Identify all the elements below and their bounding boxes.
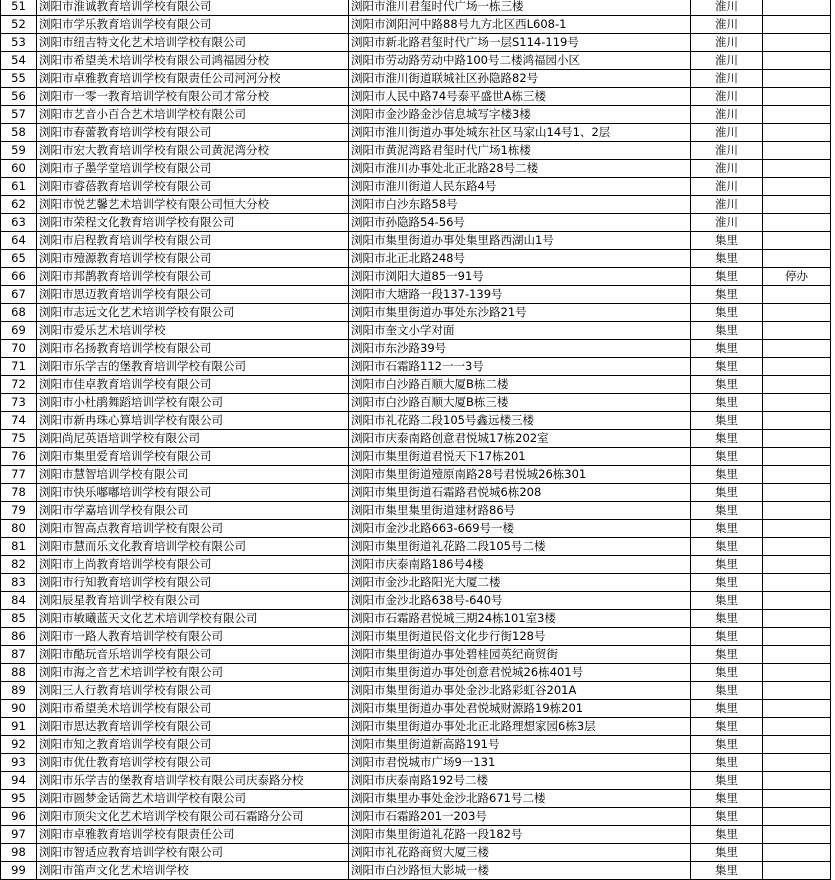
- school-address-cell: 浏阳市集里街道民俗文化步行街128号: [349, 628, 691, 646]
- status-note-cell: [763, 394, 831, 412]
- school-address-cell: 浏阳市孙隐路54-56号: [349, 214, 691, 232]
- school-name-cell: 浏阳市敏曦蓝天文化艺术培训学校有限公司: [37, 610, 349, 628]
- table-row: [1, 214, 831, 232]
- district-cell: 集里: [691, 700, 763, 718]
- district-cell: 集里: [691, 394, 763, 412]
- school-name-cell: 浏阳市思迈教育培训学校有限公司: [37, 286, 349, 304]
- school-name-cell: 浏阳市悦艺馨艺术培训学校有限公司恒大分校: [37, 196, 349, 214]
- status-note-cell: [763, 844, 831, 862]
- row-number-cell: 81: [1, 538, 37, 556]
- row-number-cell: 60: [1, 160, 37, 178]
- school-address-cell: 浏阳市集里街道礼花路二段105号二楼: [349, 538, 691, 556]
- table-row: [1, 682, 831, 700]
- status-note-cell: [763, 466, 831, 484]
- row-number-cell: 89: [1, 682, 37, 700]
- table-row: [1, 664, 831, 682]
- school-name-cell: 浏阳市纽吉特文化艺术培训学校有限公司: [37, 34, 349, 52]
- status-note-cell: [763, 772, 831, 790]
- school-name-cell: 浏阳市淮诚教育培训学校有限公司: [37, 0, 349, 16]
- district-cell: 集里: [691, 448, 763, 466]
- row-number-cell: 53: [1, 34, 37, 52]
- row-number-cell: 98: [1, 844, 37, 862]
- school-address-cell: 浏阳市金沙北路阳光大厦二楼: [349, 574, 691, 592]
- status-note-cell: [763, 664, 831, 682]
- table-row: [1, 862, 831, 880]
- school-address-cell: 浏阳市集里集里街道建材路86号: [349, 502, 691, 520]
- school-name-cell: 浏阳市睿蓓教育培训学校有限公司: [37, 178, 349, 196]
- district-cell: 淮川: [691, 16, 763, 34]
- row-number-cell: 79: [1, 502, 37, 520]
- district-cell: 集里: [691, 520, 763, 538]
- school-name-cell: 浏阳市子墨学堂培训学校有限公司: [37, 160, 349, 178]
- district-cell: 集里: [691, 754, 763, 772]
- row-number-cell: 87: [1, 646, 37, 664]
- school-address-cell: 浏阳市礼花路二段105号鑫远楼三楼: [349, 412, 691, 430]
- school-name-cell: 浏阳市圆梦金话筒艺术培训学校有限公司: [37, 790, 349, 808]
- school-name-cell: 浏阳市思达教育培训学校有限公司: [37, 718, 349, 736]
- status-note-cell: [763, 592, 831, 610]
- school-address-cell: 浏阳市君悦城市广场9一131: [349, 754, 691, 772]
- status-note-cell: [763, 556, 831, 574]
- school-name-cell: 浏阳辰星教育培训学校有限公司: [37, 592, 349, 610]
- table-row: [1, 592, 831, 610]
- district-cell: 集里: [691, 790, 763, 808]
- school-name-cell: 浏阳市行知教育培训学校有限公司: [37, 574, 349, 592]
- table-row: [1, 0, 831, 16]
- row-number-cell: 67: [1, 286, 37, 304]
- row-number-cell: 52: [1, 16, 37, 34]
- status-note-cell: [763, 106, 831, 124]
- row-number-cell: 88: [1, 664, 37, 682]
- table-row: [1, 772, 831, 790]
- school-address-cell: 浏阳市礼花路商贸大厦三楼: [349, 844, 691, 862]
- school-name-cell: 浏阳市殪源教育培训学校有限公司: [37, 250, 349, 268]
- district-cell: 集里: [691, 664, 763, 682]
- table-row: [1, 52, 831, 70]
- school-address-cell: 浏阳市集里街道君悦天下17栋201: [349, 448, 691, 466]
- district-cell: 集里: [691, 592, 763, 610]
- table-row: [1, 574, 831, 592]
- table-row: [1, 790, 831, 808]
- district-cell: 集里: [691, 268, 763, 286]
- table-row: [1, 520, 831, 538]
- school-address-cell: 浏阳市集里办事处金沙北路671号二楼: [349, 790, 691, 808]
- row-number-cell: 70: [1, 340, 37, 358]
- table-row: [1, 808, 831, 826]
- table-row: [1, 466, 831, 484]
- row-number-cell: 95: [1, 790, 37, 808]
- district-cell: 集里: [691, 430, 763, 448]
- district-cell: 淮川: [691, 214, 763, 232]
- table-row: [1, 268, 831, 286]
- status-note-cell: [763, 34, 831, 52]
- status-note-cell: 停办: [763, 268, 831, 286]
- row-number-cell: 82: [1, 556, 37, 574]
- school-name-cell: 浏阳市乐学吉的堡教育培训学校有限公司庆泰路分校: [37, 772, 349, 790]
- table-row: [1, 304, 831, 322]
- table-row: [1, 826, 831, 844]
- row-number-cell: 75: [1, 430, 37, 448]
- district-cell: 集里: [691, 484, 763, 502]
- status-note-cell: [763, 232, 831, 250]
- school-name-cell: 浏阳市优仕教育培训学校有限公司: [37, 754, 349, 772]
- row-number-cell: 97: [1, 826, 37, 844]
- table-body: [1, 0, 831, 880]
- status-note-cell: [763, 142, 831, 160]
- school-name-cell: 浏阳市笛声文化艺术培训学校: [37, 862, 349, 880]
- status-note-cell: [763, 376, 831, 394]
- row-number-cell: 76: [1, 448, 37, 466]
- school-name-cell: 浏阳市智高点教育培训学校有限公司: [37, 520, 349, 538]
- district-cell: 集里: [691, 322, 763, 340]
- district-cell: 集里: [691, 610, 763, 628]
- status-note-cell: [763, 250, 831, 268]
- school-name-cell: 浏阳市新冉珠心算培训学校有限公司: [37, 412, 349, 430]
- school-name-cell: 浏阳市爱乐艺术培训学校: [37, 322, 349, 340]
- status-note-cell: [763, 646, 831, 664]
- table-row: [1, 34, 831, 52]
- table-row: [1, 70, 831, 88]
- school-address-cell: 浏阳市人民中路74号泰平盛世A栋三楼: [349, 88, 691, 106]
- district-cell: 淮川: [691, 142, 763, 160]
- row-number-cell: 56: [1, 88, 37, 106]
- status-note-cell: [763, 430, 831, 448]
- row-number-cell: 92: [1, 736, 37, 754]
- district-cell: 淮川: [691, 178, 763, 196]
- district-cell: 集里: [691, 466, 763, 484]
- school-address-cell: 浏阳市淮川街道联城社区孙隐路82号: [349, 70, 691, 88]
- status-note-cell: [763, 322, 831, 340]
- school-name-cell: 浏阳市智适应教育培训学校有限公司: [37, 844, 349, 862]
- row-number-cell: 77: [1, 466, 37, 484]
- district-cell: 集里: [691, 844, 763, 862]
- school-name-cell: 浏阳市卓雅教育培训学校有限责任公司: [37, 826, 349, 844]
- school-name-cell: 浏阳市荣程文化教育培训学校有限公司: [37, 214, 349, 232]
- table-row: [1, 430, 831, 448]
- status-note-cell: [763, 88, 831, 106]
- table-row: [1, 610, 831, 628]
- district-cell: 淮川: [691, 106, 763, 124]
- status-note-cell: [763, 412, 831, 430]
- district-cell: 集里: [691, 286, 763, 304]
- status-note-cell: [763, 682, 831, 700]
- school-address-cell: 浏阳市金沙北路663-669号一楼: [349, 520, 691, 538]
- row-number-cell: 91: [1, 718, 37, 736]
- row-number-cell: 63: [1, 214, 37, 232]
- district-cell: 集里: [691, 250, 763, 268]
- district-cell: 集里: [691, 376, 763, 394]
- table-row: [1, 250, 831, 268]
- school-address-cell: 浏阳市庆泰南路192号二楼: [349, 772, 691, 790]
- status-note-cell: [763, 124, 831, 142]
- table-row: [1, 754, 831, 772]
- school-address-cell: 浏阳市集里街道殪原南路28号君悦城26栋301: [349, 466, 691, 484]
- status-note-cell: [763, 286, 831, 304]
- school-address-cell: 浏阳市石霜路君悦城三期24栋101室3楼: [349, 610, 691, 628]
- school-address-cell: 浏阳市新北路君玺时代广场一层S114-119号: [349, 34, 691, 52]
- school-address-cell: 浏阳市金沙北路638号-640号: [349, 592, 691, 610]
- school-name-cell: 浏阳市一路人教育培训学校有限公司: [37, 628, 349, 646]
- school-name-cell: 浏阳市一零一教育培训学校有限公司才常分校: [37, 88, 349, 106]
- school-name-cell: 浏阳市艺音小百合艺术培训学校有限公司: [37, 106, 349, 124]
- school-name-cell: 浏阳市希望美术培训学校有限公司: [37, 700, 349, 718]
- table-row: [1, 196, 831, 214]
- school-address-cell: 浏阳市白沙路百顺大厦B栋二楼: [349, 376, 691, 394]
- school-address-cell: 浏阳市庆泰南路创意君悦城17栋202室: [349, 430, 691, 448]
- school-name-cell: 浏阳市邦鹊教育培训学校有限公司: [37, 268, 349, 286]
- status-note-cell: [763, 610, 831, 628]
- table-row: [1, 160, 831, 178]
- school-name-cell: 浏阳市名扬教育培训学校有限公司: [37, 340, 349, 358]
- row-number-cell: 78: [1, 484, 37, 502]
- district-cell: 集里: [691, 718, 763, 736]
- school-address-cell: 浏阳市淮川街道办事处城东社区马家山14号1、2层: [349, 124, 691, 142]
- status-note-cell: [763, 628, 831, 646]
- table-row: [1, 502, 831, 520]
- table-row: [1, 16, 831, 34]
- district-cell: 集里: [691, 826, 763, 844]
- table-row: [1, 556, 831, 574]
- table-row: [1, 322, 831, 340]
- row-number-cell: 96: [1, 808, 37, 826]
- status-note-cell: [763, 70, 831, 88]
- status-note-cell: [763, 790, 831, 808]
- school-name-cell: 浏阳市佳卓教育培训学校有限公司: [37, 376, 349, 394]
- row-number-cell: 55: [1, 70, 37, 88]
- table-row: [1, 106, 831, 124]
- school-name-cell: 浏阳市志远文化艺术培训学校有限公司: [37, 304, 349, 322]
- school-address-cell: 浏阳市金沙路金沙信息城写字楼3楼: [349, 106, 691, 124]
- row-number-cell: 57: [1, 106, 37, 124]
- school-name-cell: 浏阳市上尚教育培训学校有限公司: [37, 556, 349, 574]
- district-cell: 集里: [691, 646, 763, 664]
- table-row: [1, 718, 831, 736]
- school-name-cell: 浏阳市希望美术培训学校有限公司鸿福园分校: [37, 52, 349, 70]
- school-address-cell: 浏阳市白沙东路58号: [349, 196, 691, 214]
- district-cell: 集里: [691, 862, 763, 880]
- status-note-cell: [763, 304, 831, 322]
- district-cell: 淮川: [691, 52, 763, 70]
- status-note-cell: [763, 52, 831, 70]
- school-name-cell: 浏阳三人行教育培训学校有限公司: [37, 682, 349, 700]
- school-name-cell: 浏阳市集里爱育培训学校有限公司: [37, 448, 349, 466]
- status-note-cell: [763, 214, 831, 232]
- table-row: [1, 844, 831, 862]
- status-note-cell: [763, 340, 831, 358]
- district-cell: 淮川: [691, 34, 763, 52]
- district-cell: 集里: [691, 682, 763, 700]
- school-address-cell: 浏阳市集里街道新高路191号: [349, 736, 691, 754]
- row-number-cell: 68: [1, 304, 37, 322]
- school-address-cell: 浏阳市黄泥湾路君玺时代广场1栋楼: [349, 142, 691, 160]
- row-number-cell: 84: [1, 592, 37, 610]
- district-cell: 淮川: [691, 0, 763, 16]
- row-number-cell: 54: [1, 52, 37, 70]
- district-cell: 集里: [691, 340, 763, 358]
- table-row: [1, 232, 831, 250]
- row-number-cell: 64: [1, 232, 37, 250]
- row-number-cell: 83: [1, 574, 37, 592]
- school-address-cell: 浏阳市大塘路一段137-139号: [349, 286, 691, 304]
- status-note-cell: [763, 448, 831, 466]
- district-cell: 集里: [691, 304, 763, 322]
- status-note-cell: [763, 196, 831, 214]
- row-number-cell: 71: [1, 358, 37, 376]
- district-cell: 集里: [691, 736, 763, 754]
- table-row: [1, 340, 831, 358]
- row-number-cell: 65: [1, 250, 37, 268]
- school-address-cell: 浏阳市集里街道办事处东沙路21号: [349, 304, 691, 322]
- status-note-cell: [763, 700, 831, 718]
- row-number-cell: 61: [1, 178, 37, 196]
- status-note-cell: [763, 826, 831, 844]
- school-name-cell: 浏阳市快乐嘟嘟培训学校有限公司: [37, 484, 349, 502]
- district-cell: 淮川: [691, 70, 763, 88]
- status-note-cell: [763, 178, 831, 196]
- row-number-cell: 74: [1, 412, 37, 430]
- table-row: [1, 700, 831, 718]
- school-address-cell: 浏阳市浏阳河中路88号九方北区西L608-1: [349, 16, 691, 34]
- school-address-cell: 浏阳市集里街道办事处君悦城财源路19栋201: [349, 700, 691, 718]
- status-note-cell: [763, 736, 831, 754]
- school-name-cell: 浏阳市海之音艺术培训学校有限公司: [37, 664, 349, 682]
- district-cell: 淮川: [691, 160, 763, 178]
- school-address-cell: 浏阳市庆泰南路186号4楼: [349, 556, 691, 574]
- status-note-cell: [763, 16, 831, 34]
- row-number-cell: 90: [1, 700, 37, 718]
- row-number-cell: 66: [1, 268, 37, 286]
- table-row: [1, 178, 831, 196]
- status-note-cell: [763, 538, 831, 556]
- school-address-cell: 浏阳市集里街道办事处北正北路理想家园6栋3层: [349, 718, 691, 736]
- row-number-cell: 69: [1, 322, 37, 340]
- table-row: [1, 88, 831, 106]
- row-number-cell: 80: [1, 520, 37, 538]
- school-name-cell: 浏阳市学嘉培训学校有限公司: [37, 502, 349, 520]
- table-row: [1, 628, 831, 646]
- school-address-cell: 浏阳市北正北路248号: [349, 250, 691, 268]
- district-cell: 集里: [691, 538, 763, 556]
- school-address-cell: 浏阳市石霜路201一203号: [349, 808, 691, 826]
- row-number-cell: 62: [1, 196, 37, 214]
- table-row: [1, 124, 831, 142]
- table-row: [1, 538, 831, 556]
- school-address-cell: 浏阳市淮川街道人民东路4号: [349, 178, 691, 196]
- table-row: [1, 736, 831, 754]
- school-name-cell: 浏阳市卓雅教育培训学校有限责任公司河河分校: [37, 70, 349, 88]
- row-number-cell: 58: [1, 124, 37, 142]
- status-note-cell: [763, 502, 831, 520]
- row-number-cell: 93: [1, 754, 37, 772]
- table-row: [1, 286, 831, 304]
- school-name-cell: 浏阳市乐学吉的堡教育培训学校有限公司: [37, 358, 349, 376]
- status-note-cell: [763, 520, 831, 538]
- table-row: [1, 394, 831, 412]
- school-name-cell: 浏阳市宏大教育培训学校有限公司黄泥湾分校: [37, 142, 349, 160]
- status-note-cell: [763, 0, 831, 16]
- school-name-cell: 浏阳市学乐教育培训学校有限公司: [37, 16, 349, 34]
- status-note-cell: [763, 862, 831, 880]
- row-number-cell: 51: [1, 0, 37, 16]
- district-cell: 集里: [691, 412, 763, 430]
- table-row: [1, 412, 831, 430]
- district-cell: 集里: [691, 358, 763, 376]
- school-address-cell: 浏阳市淮川办事处北正北路28号二楼: [349, 160, 691, 178]
- district-cell: 集里: [691, 502, 763, 520]
- status-note-cell: [763, 718, 831, 736]
- school-address-cell: 浏阳市石霜路112一一3号: [349, 358, 691, 376]
- school-address-cell: 浏阳市集里街道办事处集里路西湖山1号: [349, 232, 691, 250]
- school-address-cell: 浏阳市白沙路百顺大厦B栋三楼: [349, 394, 691, 412]
- school-address-cell: 浏阳市集里街道办事处创意君悦城26栋401号: [349, 664, 691, 682]
- district-cell: 集里: [691, 808, 763, 826]
- row-number-cell: 94: [1, 772, 37, 790]
- school-name-cell: 浏阳市酷玩音乐培训学校有限公司: [37, 646, 349, 664]
- row-number-cell: 72: [1, 376, 37, 394]
- table-row: [1, 448, 831, 466]
- table-row: [1, 358, 831, 376]
- district-cell: 淮川: [691, 124, 763, 142]
- school-address-cell: 浏阳市集里街道石霜路君悦城6栋208: [349, 484, 691, 502]
- school-address-cell: 浏阳市东沙路39号: [349, 340, 691, 358]
- school-name-cell: 浏阳市春蕾教育培训学校有限公司: [37, 124, 349, 142]
- school-name-cell: 浏阳市慧而乐文化教育培训学校有限公司: [37, 538, 349, 556]
- table-row: [1, 376, 831, 394]
- table-row: [1, 484, 831, 502]
- school-address-cell: 浏阳市浏阳大道85一91号: [349, 268, 691, 286]
- status-note-cell: [763, 358, 831, 376]
- district-cell: 集里: [691, 556, 763, 574]
- school-name-cell: 浏阳市顶尖文化艺术培训学校有限公司石霜路分公司: [37, 808, 349, 826]
- school-address-cell: 浏阳市淮川君玺时代广场一栋三楼: [349, 0, 691, 16]
- school-name-cell: 浏阳市知之教育培训学校有限公司: [37, 736, 349, 754]
- school-address-cell: 浏阳市劳动路劳动中路100号二楼鸿福园小区: [349, 52, 691, 70]
- district-cell: 集里: [691, 772, 763, 790]
- status-note-cell: [763, 808, 831, 826]
- school-address-cell: 浏阳市集里街道办事处碧桂园英纪商贸街: [349, 646, 691, 664]
- school-address-cell: 浏阳市奎文小学对面: [349, 322, 691, 340]
- school-name-cell: 浏阳市小杜鹃舞蹈培训学校有限公司: [37, 394, 349, 412]
- district-cell: 集里: [691, 628, 763, 646]
- school-name-cell: 浏阳市启程教育培训学校有限公司: [37, 232, 349, 250]
- district-cell: 淮川: [691, 196, 763, 214]
- district-cell: 集里: [691, 232, 763, 250]
- status-note-cell: [763, 160, 831, 178]
- school-name-cell: 浏阳尚尼英语培训学校有限公司: [37, 430, 349, 448]
- row-number-cell: 73: [1, 394, 37, 412]
- school-address-cell: 浏阳市集里街道礼花路一段182号: [349, 826, 691, 844]
- row-number-cell: 85: [1, 610, 37, 628]
- status-note-cell: [763, 754, 831, 772]
- school-address-cell: 浏阳市白沙路恒大影城一楼: [349, 862, 691, 880]
- status-note-cell: [763, 484, 831, 502]
- row-number-cell: 99: [1, 862, 37, 880]
- school-name-cell: 浏阳市慧智培训学校有限公司: [37, 466, 349, 484]
- table-row: [1, 142, 831, 160]
- table-row: [1, 646, 831, 664]
- district-cell: 集里: [691, 574, 763, 592]
- status-note-cell: [763, 574, 831, 592]
- row-number-cell: 86: [1, 628, 37, 646]
- school-address-cell: 浏阳市集里街道办事处金沙北路彩虹谷201A: [349, 682, 691, 700]
- row-number-cell: 59: [1, 142, 37, 160]
- district-cell: 淮川: [691, 88, 763, 106]
